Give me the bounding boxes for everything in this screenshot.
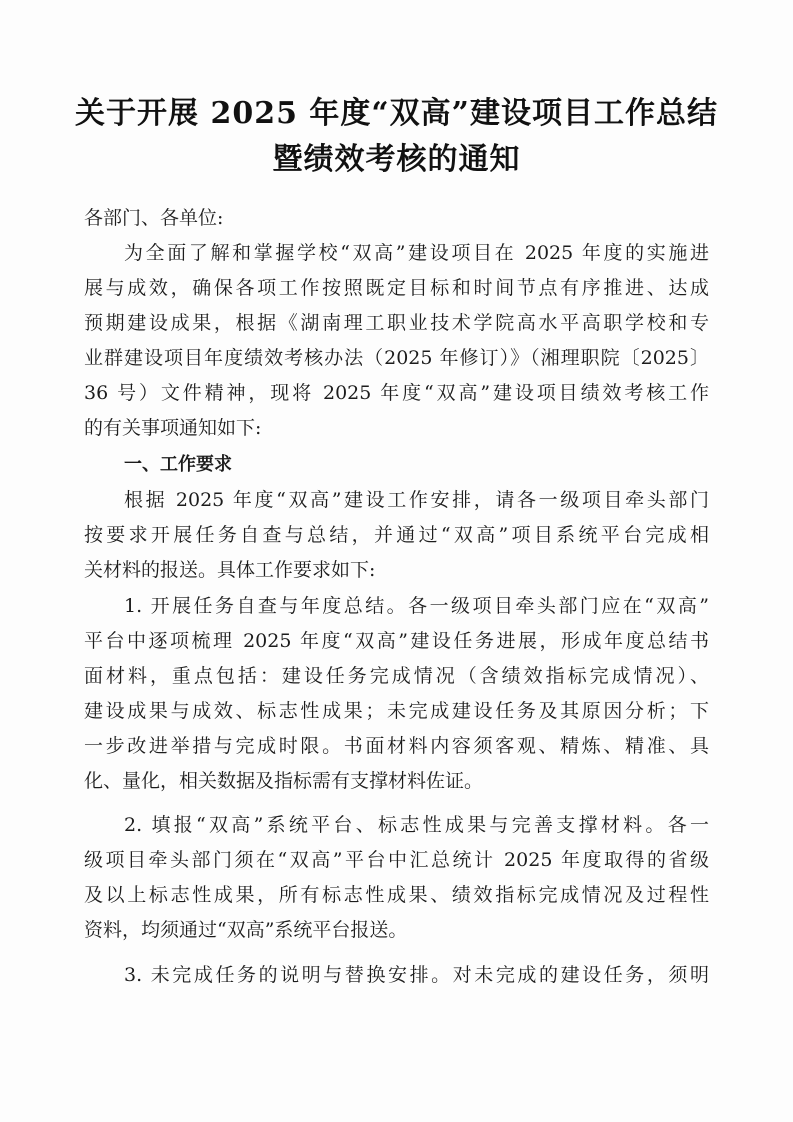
item1-line: 建设成果与成效、标志性成果；未完成建设任务及其原因分析；下 <box>84 700 709 722</box>
item1-line: 1. 开展任务自查与年度总结。各一级项目牵头部门应在“双高” <box>124 595 709 617</box>
document-title-line-2: 暨绩效考核的通知 <box>272 142 521 177</box>
item1-line: 化、量化，相关数据及指标需有支撑材料佐证。 <box>84 770 484 792</box>
section-intro-line: 按要求开展任务自查与总结，并通过“双高”项目系统平台完成相 <box>84 524 709 546</box>
item1-line: 面材料，重点包括：建设任务完成情况（含绩效指标完成情况）、 <box>84 665 709 687</box>
item2-line: 资料，均须通过“双高”系统平台报送。 <box>84 919 408 941</box>
section-heading: 一、工作要求 <box>124 454 232 475</box>
intro-line: 业群建设项目年度绩效考核办法（2025 年修订）》（湘理职院〔2025〕 <box>84 347 709 369</box>
item1-line: 平台中逐项梳理 2025 年度“双高”建设任务进展，形成年度总结书 <box>84 630 709 652</box>
intro-line: 36 号）文件精神，现将 2025 年度“双高”建设项目绩效考核工作 <box>84 382 709 404</box>
section-intro-line: 根据 2025 年度“双高”建设工作安排，请各一级项目牵头部门 <box>124 489 709 511</box>
item2-line: 及以上标志性成果，所有标志性成果、绩效指标完成情况及过程性 <box>84 884 709 906</box>
intro-line: 预期建设成果，根据《湖南理工职业技术学院高水平高职学校和专 <box>84 312 709 334</box>
intro-line: 展与成效，确保各项工作按照既定目标和时间节点有序推进、达成 <box>84 277 709 299</box>
section-intro-line: 关材料的报送。具体工作要求如下: <box>84 559 376 581</box>
intro-line: 的有关事项通知如下: <box>84 417 262 439</box>
item1-line: 一步改进举措与完成时限。书面材料内容须客观、精炼、精准、具 <box>84 735 709 757</box>
item2-line: 2. 填报“双高”系统平台、标志性成果与完善支撑材料。各一 <box>124 814 709 836</box>
item2-line: 级项目牵头部门须在“双高”平台中汇总统计 2025 年度取得的省级 <box>84 849 709 871</box>
intro-line: 为全面了解和掌握学校“双高”建设项目在 2025 年度的实施进 <box>124 242 709 264</box>
salutation: 各部门、各单位: <box>84 207 224 229</box>
item3-line: 3. 未完成任务的说明与替换安排。对未完成的建设任务，须明 <box>124 964 709 986</box>
document-title-line-1: 关于开展 2025 年度“双高”建设项目工作总结 <box>75 96 718 131</box>
